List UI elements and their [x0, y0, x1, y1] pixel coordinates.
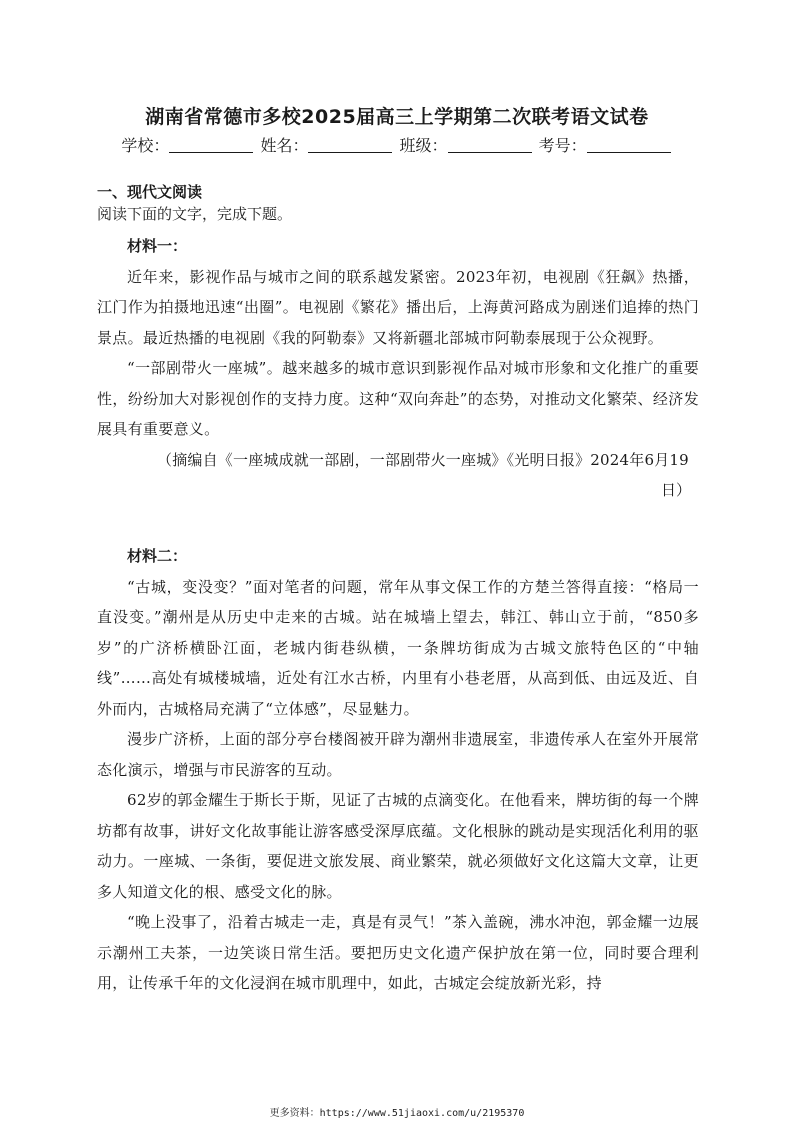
- footer-link[interactable]: 更多资料：https://www.51jiaoxi.com/u/2195370: [269, 1108, 525, 1119]
- school-label: 学校：: [121, 136, 170, 155]
- material-two: [97, 541, 699, 999]
- class-field: [400, 134, 534, 158]
- exam-number-field: [539, 134, 673, 158]
- material-two-paragraph: “古城，变没变？”面对笔者的问题，常年从事文保工作的方楚兰答得直接：“格局一直没变。”潮州是从历史中走来的古城。站在城墙上望去，韩江、韩山立于前，“850多岁”的广济桥横卧江面，老城内街巷纵横，一条牌坊街成为古城文旅特色区的“中轴线”……高处有城楼城墙，近处有江水古桥，内里有小巷老厝，从高到低、由远及近、自外而内，古城格局充满了“立体感”，尽显魅力。: [97, 577, 699, 718]
- school-field: [121, 134, 255, 158]
- exam-number-blank: [587, 136, 671, 153]
- material-two-paragraph: 62岁的郭金耀生于斯长于斯，见证了古城的点滴变化。在他看来，牌坊街的每一个牌坊都有故事，讲好文化故事能让游客感受深厚底蕴。文化根脉的跳动是实现活化利用的驱动力。一座城、一条街，要促进文旅发展、商业繁荣，就必须做好文化这篇大文章，让更多人知道文化的根、感受文化的脉。: [97, 791, 699, 901]
- material-two-paragraph: 漫步广济桥，上面的部分亭台楼阁被开辟为潮州非遗展室，非遗传承人在室外开展常态化演示，增强与市民游客的互动。: [97, 730, 699, 779]
- material-one-paragraph: “一部剧带火一座城”。越来越多的城市意识到影视作品对城市形象和文化推广的重要性，纷纷加大对影视创作的支持力度。这种“双向奔赴”的态势，对推动文化繁荣、经济发展具有重要意义。: [97, 359, 699, 438]
- page-title: 湖南省常德市多校2025届高三上学期第二次联考语文试卷: [145, 106, 649, 128]
- material-one-label: 材料一：: [127, 237, 188, 255]
- material-one-paragraph: 近年来，影视作品与城市之间的联系越发紧密。2023年初，电视剧《狂飙》热播，江门作为拍摄地迅速“出圈”。电视剧《繁花》播出后，上海黄河路成为剧迷们追捧的热门景点。最近热播的电视剧《我的阿勒泰》又将新疆北部城市阿勒泰展现于公众视野。: [97, 267, 699, 347]
- material-two-label: 材料二：: [127, 547, 188, 565]
- school-blank: [169, 136, 253, 153]
- name-label: 姓名：: [260, 136, 309, 155]
- exam-number-label: 考号：: [538, 136, 587, 155]
- material-one-source-end: 日）: [660, 481, 691, 499]
- section-heading: 一、现代文阅读: [97, 183, 203, 201]
- class-blank: [448, 136, 532, 153]
- material-one: [97, 231, 699, 506]
- section-instruction: 阅读下面的文字，完成下题。: [97, 205, 293, 223]
- class-label: 班级：: [399, 136, 448, 155]
- student-info-fields: [0, 134, 794, 158]
- material-one-source: （摘编自《一座城成就一部剧，一部剧带火一座城》《光明日报》2024年6月19: [157, 450, 689, 469]
- name-blank: [308, 136, 392, 153]
- name-field: [260, 134, 394, 158]
- material-two-paragraph: “晚上没事了，沿着古城走一走，真是有灵气！”茶入盖碗，沸水冲泡，郭金耀一边展示潮州工夫茶，一边笑谈日常生活。要把历史文化遗产保护放在第一位，同时要合理利用，让传承千年的文化浸润在城市肌理中，如此，古城定会绽放新光彩，持: [97, 913, 699, 992]
